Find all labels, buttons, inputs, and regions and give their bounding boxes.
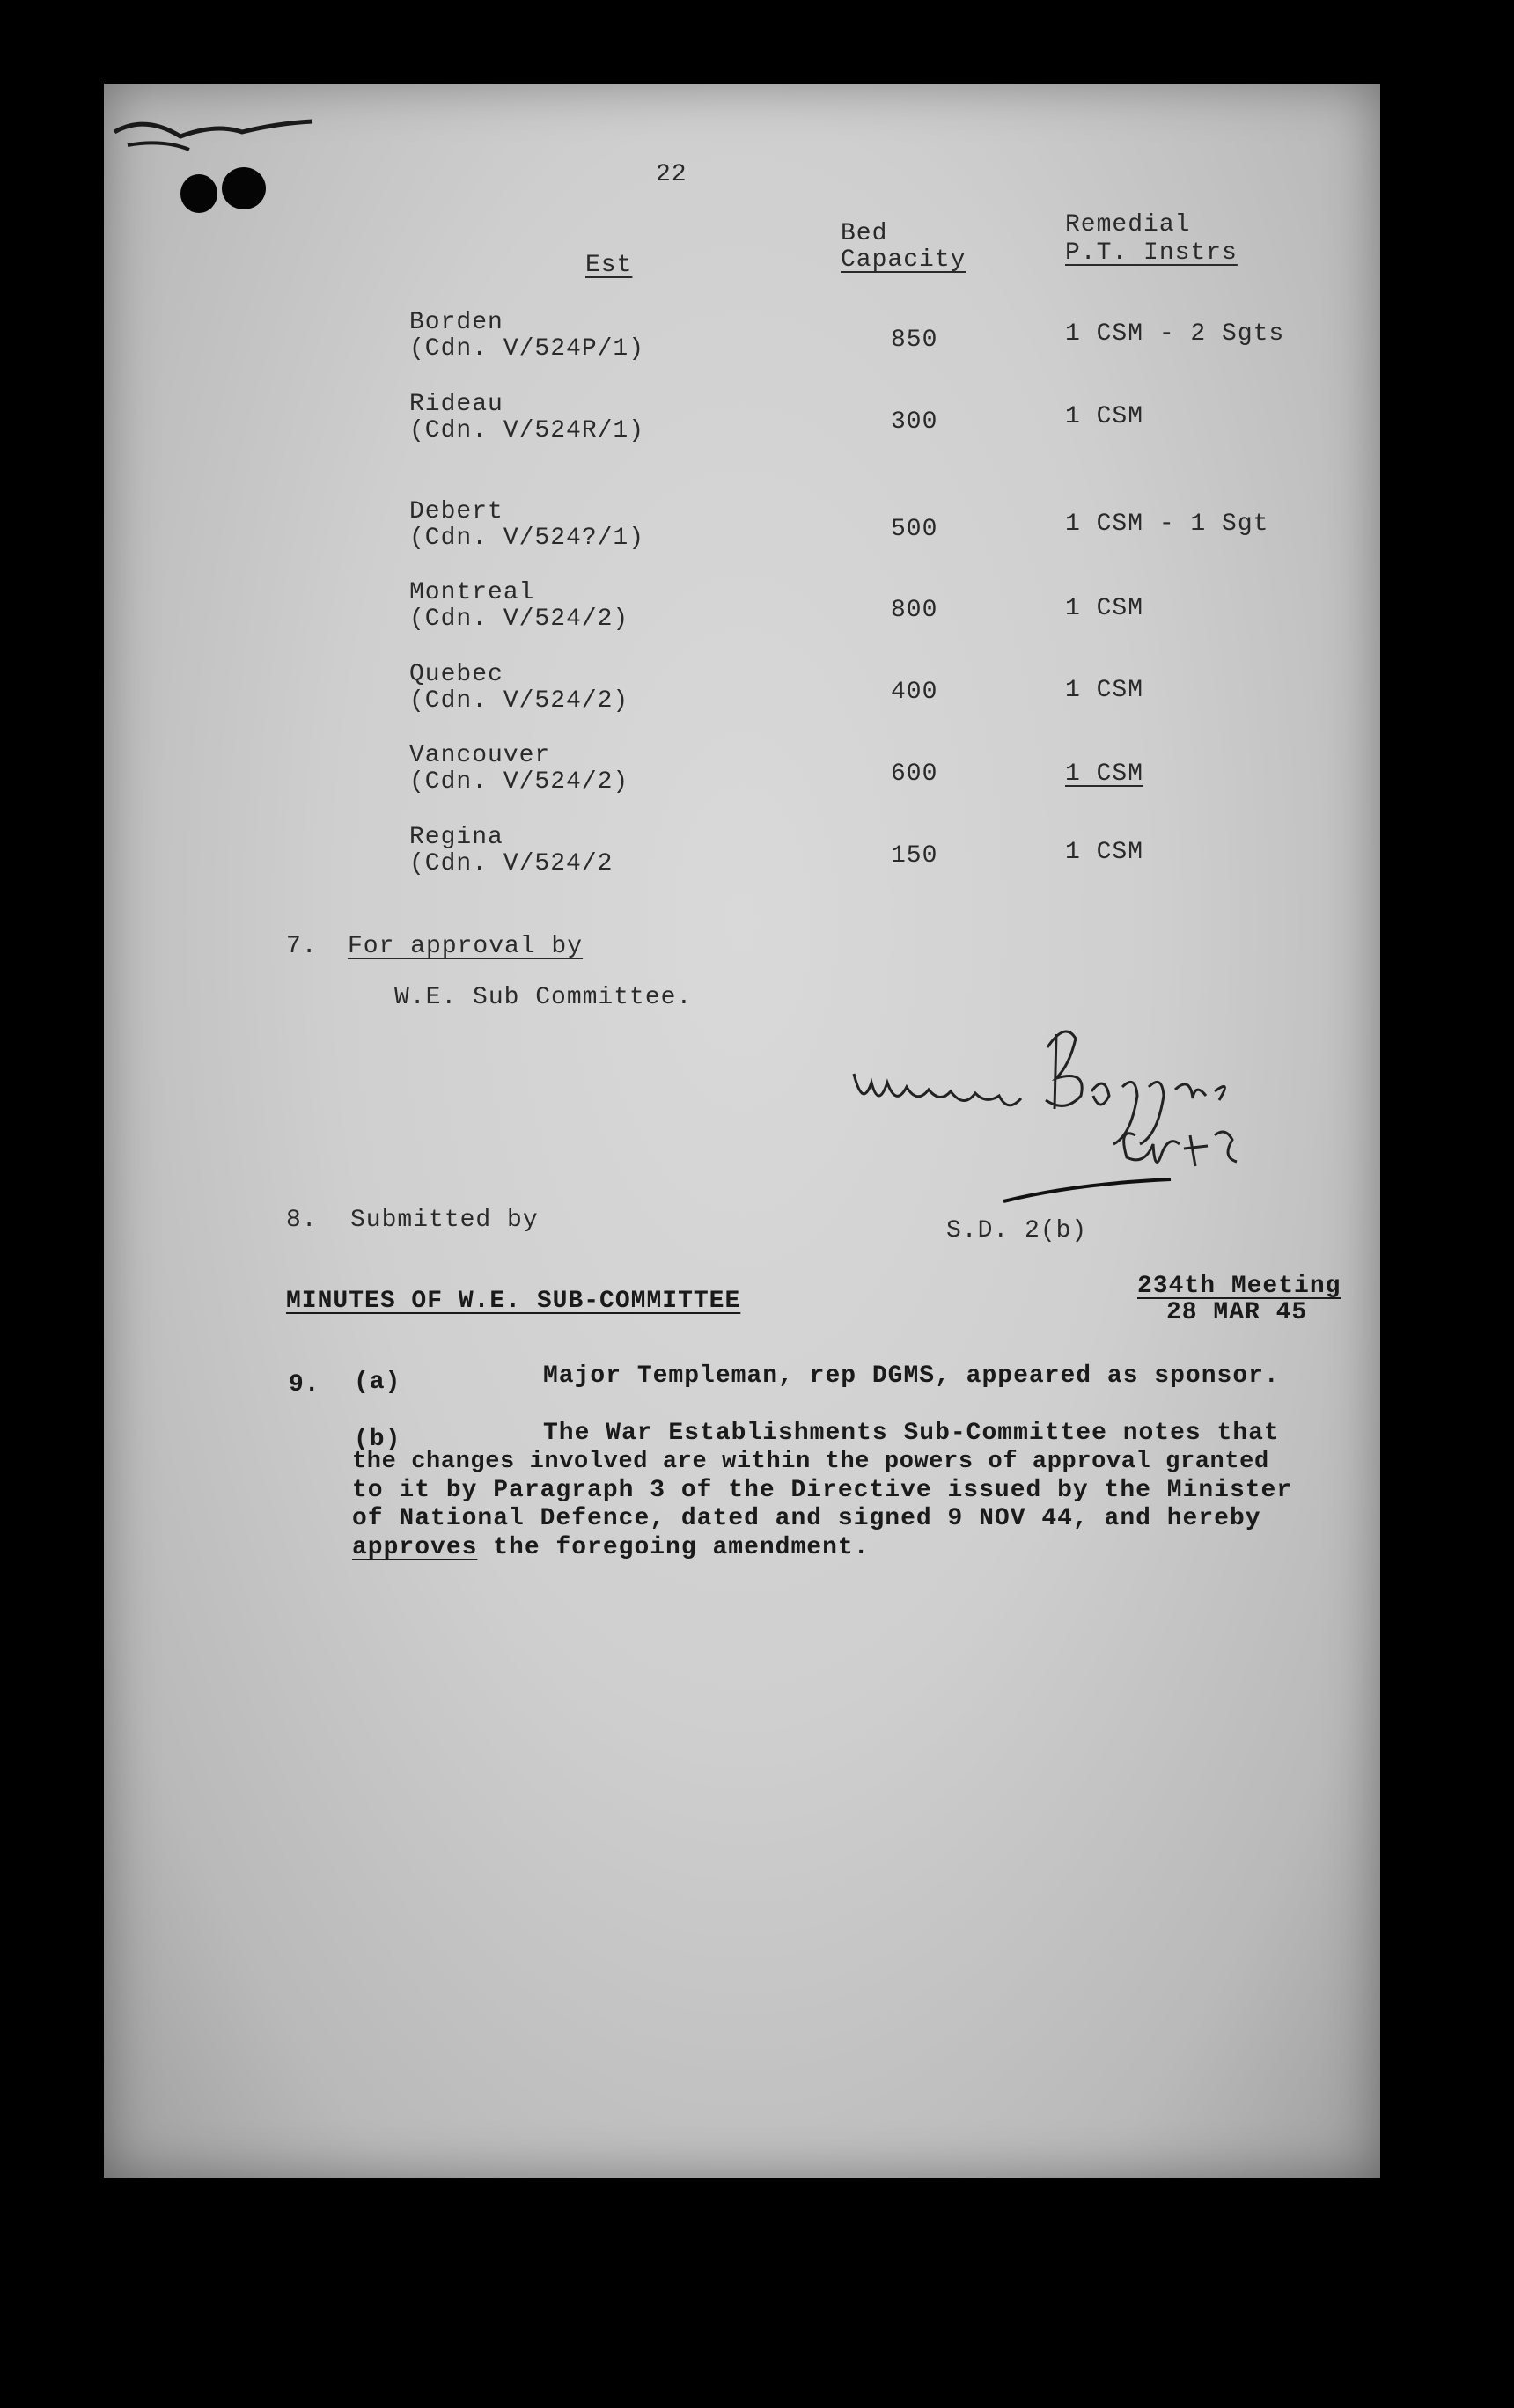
para9-b-line5 <box>352 1536 870 1560</box>
corner-scratch-mark <box>110 97 321 167</box>
row-code: (Cdn. V/524?/1) <box>409 525 645 552</box>
approves-word: approves <box>352 1534 478 1561</box>
para9-a-text: Major Templeman, rep DGMS, appeared as sponsor. <box>543 1362 1280 1390</box>
para7-body: W.E. Sub Committee. <box>394 984 693 1011</box>
row-instrs: 1 CSM <box>1065 595 1144 622</box>
header-bed-line1: Bed <box>841 220 888 247</box>
row-capacity: 500 <box>891 516 938 543</box>
ink-blot <box>222 167 266 209</box>
para9-b-line5-rest: the foregoing amendment. <box>477 1534 870 1561</box>
row-instrs: 1 CSM - 1 Sgt <box>1065 510 1269 538</box>
row-code: (Cdn. V/524/2) <box>409 687 629 715</box>
row-capacity: 150 <box>891 842 938 870</box>
row-capacity: 800 <box>891 597 938 624</box>
para8-number: 8. <box>286 1207 318 1234</box>
para9-b-line1: The War Establishments Sub-Committee notes that <box>543 1420 1280 1447</box>
page-number: 22 <box>656 161 687 188</box>
row-code: (Cdn. V/524/2) <box>409 768 629 796</box>
row-instrs: 1 CSM <box>1065 403 1144 430</box>
handwritten-signature <box>845 1012 1285 1215</box>
row-name: Quebec <box>409 661 503 688</box>
row-name: Borden <box>409 309 503 336</box>
row-name: Montreal <box>409 579 535 606</box>
para9-b-label: (b) <box>354 1426 401 1453</box>
header-bed-line2: Capacity <box>841 246 966 274</box>
minutes-date: 28 MAR 45 <box>1166 1299 1308 1326</box>
row-instrs: 1 CSM <box>1065 839 1144 866</box>
para7-heading: For approval by <box>348 933 584 960</box>
row-capacity: 300 <box>891 408 938 436</box>
header-remedial-line1: Remedial <box>1065 211 1191 239</box>
row-code: (Cdn. V/524/2) <box>409 606 629 633</box>
row-instrs: 1 CSM - 2 Sgts <box>1065 320 1285 348</box>
para9-b-line4: of National Defence, dated and signed 9 NOV 44, and hereby <box>352 1505 1261 1532</box>
para9-b-line3: to it by Paragraph 3 of the Directive issued by the Minister <box>352 1477 1293 1504</box>
para8-text: Submitted by <box>350 1207 539 1234</box>
row-code: (Cdn. V/524P/1) <box>409 335 645 363</box>
para8-submitted-by: S.D. 2(b) <box>946 1217 1088 1244</box>
row-name: Regina <box>409 824 503 851</box>
row-code: (Cdn. V/524R/1) <box>409 417 645 444</box>
ink-blot <box>180 174 217 213</box>
para7-number: 7. <box>286 933 318 960</box>
row-capacity: 850 <box>891 327 938 354</box>
row-name: Rideau <box>409 391 503 418</box>
row-name: Debert <box>409 498 503 525</box>
row-capacity: 600 <box>891 760 938 788</box>
row-instrs: 1 CSM <box>1065 760 1144 788</box>
row-instrs: 1 CSM <box>1065 677 1144 704</box>
para9-a-label: (a) <box>354 1369 401 1396</box>
para9-number: 9. <box>289 1371 320 1399</box>
minutes-meeting: 234th Meeting <box>1137 1273 1341 1300</box>
row-capacity: 400 <box>891 679 938 706</box>
row-name: Vancouver <box>409 742 551 769</box>
para9-b-line2: the changes involved are within the powers of approval granted <box>352 1449 1269 1475</box>
header-est: Est <box>585 252 633 279</box>
header-remedial-line2: P.T. Instrs <box>1065 239 1238 267</box>
row-code: (Cdn. V/524/2 <box>409 850 614 877</box>
minutes-title: MINUTES OF W.E. SUB-COMMITTEE <box>286 1288 741 1315</box>
